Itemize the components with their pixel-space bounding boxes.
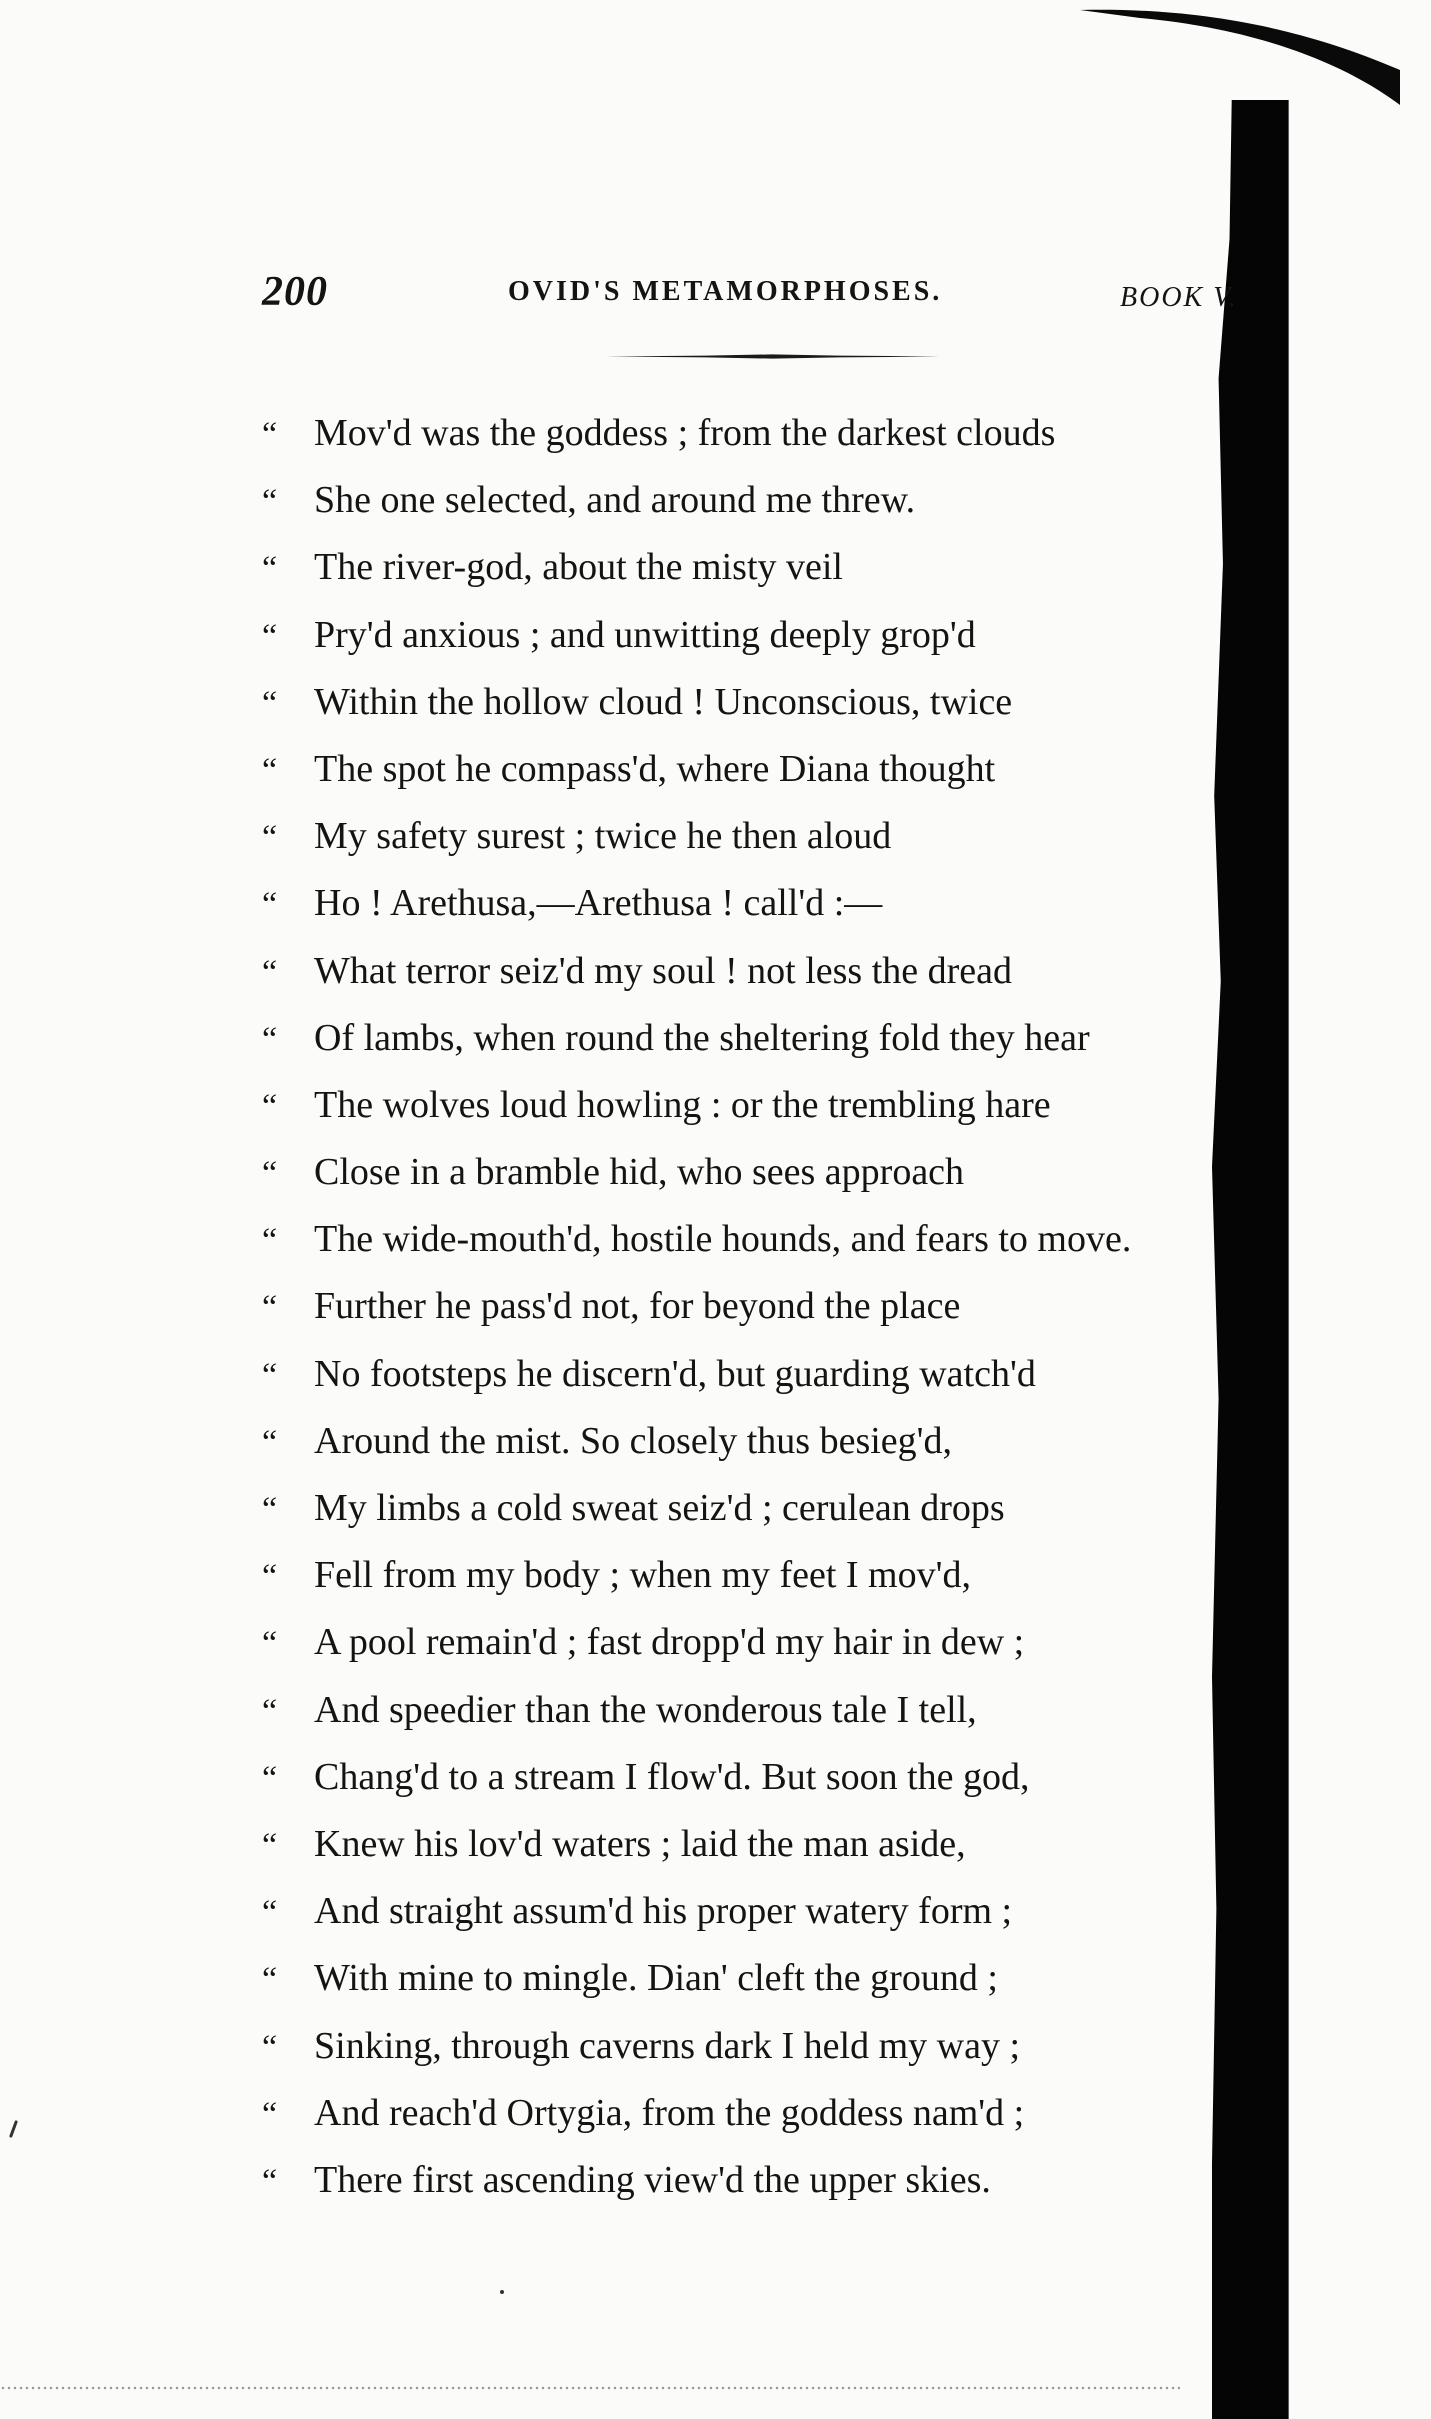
- verse-block: [262, 400, 1222, 2214]
- page-number: 200: [262, 269, 328, 315]
- verse-line: [262, 2013, 1222, 2080]
- verse-line: [262, 1072, 1222, 1139]
- open-quote-mark: “: [262, 1759, 278, 1797]
- verse-line: [262, 669, 1222, 736]
- verse-line: [262, 870, 1222, 937]
- verse-text: The river-god, about the misty veil: [314, 546, 843, 589]
- verse-text: Mov'd was the goddess ; from the darkest clouds: [314, 412, 1056, 454]
- verse-text: Within the hollow cloud ! Unconscious, twice: [314, 680, 1013, 723]
- verse-line: [262, 1475, 1222, 1542]
- open-quote-mark: “: [262, 2162, 278, 2200]
- verse-text: The wide-mouth'd, hostile hounds, and fears to move.: [314, 1218, 1132, 1261]
- verse-line: [262, 467, 1222, 534]
- verse-text: My limbs a cold sweat seiz'd ; cerulean drops: [314, 1487, 1005, 1529]
- running-title: OVID'S METAMORPHOSES.: [508, 276, 943, 307]
- open-quote-mark: “: [262, 751, 278, 789]
- verse-line: [262, 1408, 1222, 1475]
- verse-line: [262, 1677, 1222, 1744]
- verse-line: [262, 1811, 1222, 1878]
- verse-line: [262, 1341, 1222, 1408]
- open-quote-mark: “: [262, 483, 278, 521]
- verse-text: There first ascending view'd the upper skies.: [314, 2158, 991, 2201]
- open-quote-mark: “: [262, 1961, 278, 1999]
- verse-text: The spot he compass'd, where Diana thought: [314, 747, 996, 790]
- open-quote-mark: “: [262, 953, 278, 991]
- verse-line: [262, 1206, 1222, 1273]
- header-rule: [605, 354, 940, 359]
- open-quote-mark: “: [262, 2095, 278, 2133]
- verse-text: Pry'd anxious ; and unwitting deeply grop'd: [314, 613, 976, 656]
- open-quote-mark: “: [262, 1087, 278, 1125]
- verse-line: [262, 2080, 1222, 2147]
- verse-text: With mine to mingle. Dian' cleft the ground ;: [314, 1957, 998, 2000]
- verse-text: Further he pass'd not, for beyond the place: [314, 1285, 961, 1328]
- open-quote-mark: “: [262, 416, 278, 453]
- verse-text: My safety surest ; twice he then aloud: [314, 815, 892, 858]
- open-quote-mark: “: [262, 886, 278, 924]
- open-quote-mark: “: [262, 1692, 278, 1730]
- open-quote-mark: “: [262, 1356, 278, 1394]
- open-quote-mark: “: [262, 550, 278, 588]
- verse-line: [262, 938, 1222, 1005]
- open-quote-mark: “: [262, 1155, 278, 1193]
- open-quote-mark: “: [262, 1423, 278, 1461]
- open-quote-mark: “: [262, 684, 278, 722]
- verse-text: She one selected, and around me threw.: [314, 479, 916, 522]
- verse-line: [262, 736, 1222, 803]
- verse-text: Sinking, through caverns dark I held my way ;: [314, 2024, 1021, 2067]
- open-quote-mark: “: [262, 1625, 278, 1663]
- open-quote-mark: “: [262, 1020, 278, 1058]
- verse-text: And reach'd Ortygia, from the goddess nam'd ;: [314, 2091, 1025, 2134]
- book-label: BOOK V.: [1120, 282, 1238, 313]
- verse-text: And straight assum'd his proper watery form ;: [314, 1890, 1013, 1933]
- scan-noise-strip: [0, 2385, 1180, 2391]
- ink-speck: [500, 2290, 504, 2294]
- verse-text: What terror seiz'd my soul ! not less the dread: [314, 949, 1013, 992]
- ink-speck: [9, 2120, 18, 2138]
- verse-line: [262, 1139, 1222, 1206]
- verse-text: Of lambs, when round the sheltering fold they hear: [314, 1016, 1090, 1059]
- verse-text: No footsteps he discern'd, but guarding watch'd: [314, 1352, 1036, 1395]
- verse-line: [262, 400, 1222, 467]
- open-quote-mark: “: [262, 819, 278, 857]
- verse-line: [262, 2147, 1222, 2214]
- verse-line: [262, 1878, 1222, 1945]
- verse-line: [262, 803, 1222, 870]
- running-header: [262, 268, 1252, 328]
- open-quote-mark: “: [262, 1826, 278, 1864]
- verse-line: [262, 1273, 1222, 1340]
- verse-line: [262, 1744, 1222, 1811]
- verse-text: Chang'd to a stream I flow'd. But soon the god,: [314, 1755, 1030, 1798]
- verse-text: The wolves loud howling : or the trembling hare: [314, 1083, 1051, 1126]
- dark-page-edge: [1212, 100, 1431, 2419]
- verse-line: [262, 1945, 1222, 2012]
- open-quote-mark: “: [262, 1491, 278, 1528]
- verse-line: [262, 534, 1222, 601]
- open-quote-mark: “: [262, 1289, 278, 1327]
- open-quote-mark: “: [262, 617, 278, 655]
- verse-line: [262, 1542, 1222, 1609]
- verse-text: Close in a bramble hid, who sees approach: [314, 1151, 965, 1194]
- verse-text: A pool remain'd ; fast dropp'd my hair in dew ;: [314, 1621, 1025, 1664]
- verse-text: Fell from my body ; when my feet I mov'd,: [314, 1554, 971, 1597]
- verse-text: And speedier than the wonderous tale I tell,: [314, 1688, 977, 1731]
- verse-line: [262, 1005, 1222, 1072]
- verse-text: Around the mist. So closely thus besieg'd,: [314, 1419, 953, 1462]
- verse-line: [262, 602, 1222, 669]
- open-quote-mark: “: [262, 1894, 278, 1932]
- open-quote-mark: “: [262, 1222, 278, 1260]
- verse-text: Ho ! Arethusa,—Arethusa ! call'd :—: [314, 882, 883, 925]
- verse-line: [262, 1609, 1222, 1676]
- verse-text: Knew his lov'd waters ; laid the man aside,: [314, 1822, 966, 1865]
- open-quote-mark: “: [262, 2028, 278, 2066]
- open-quote-mark: “: [262, 1558, 278, 1596]
